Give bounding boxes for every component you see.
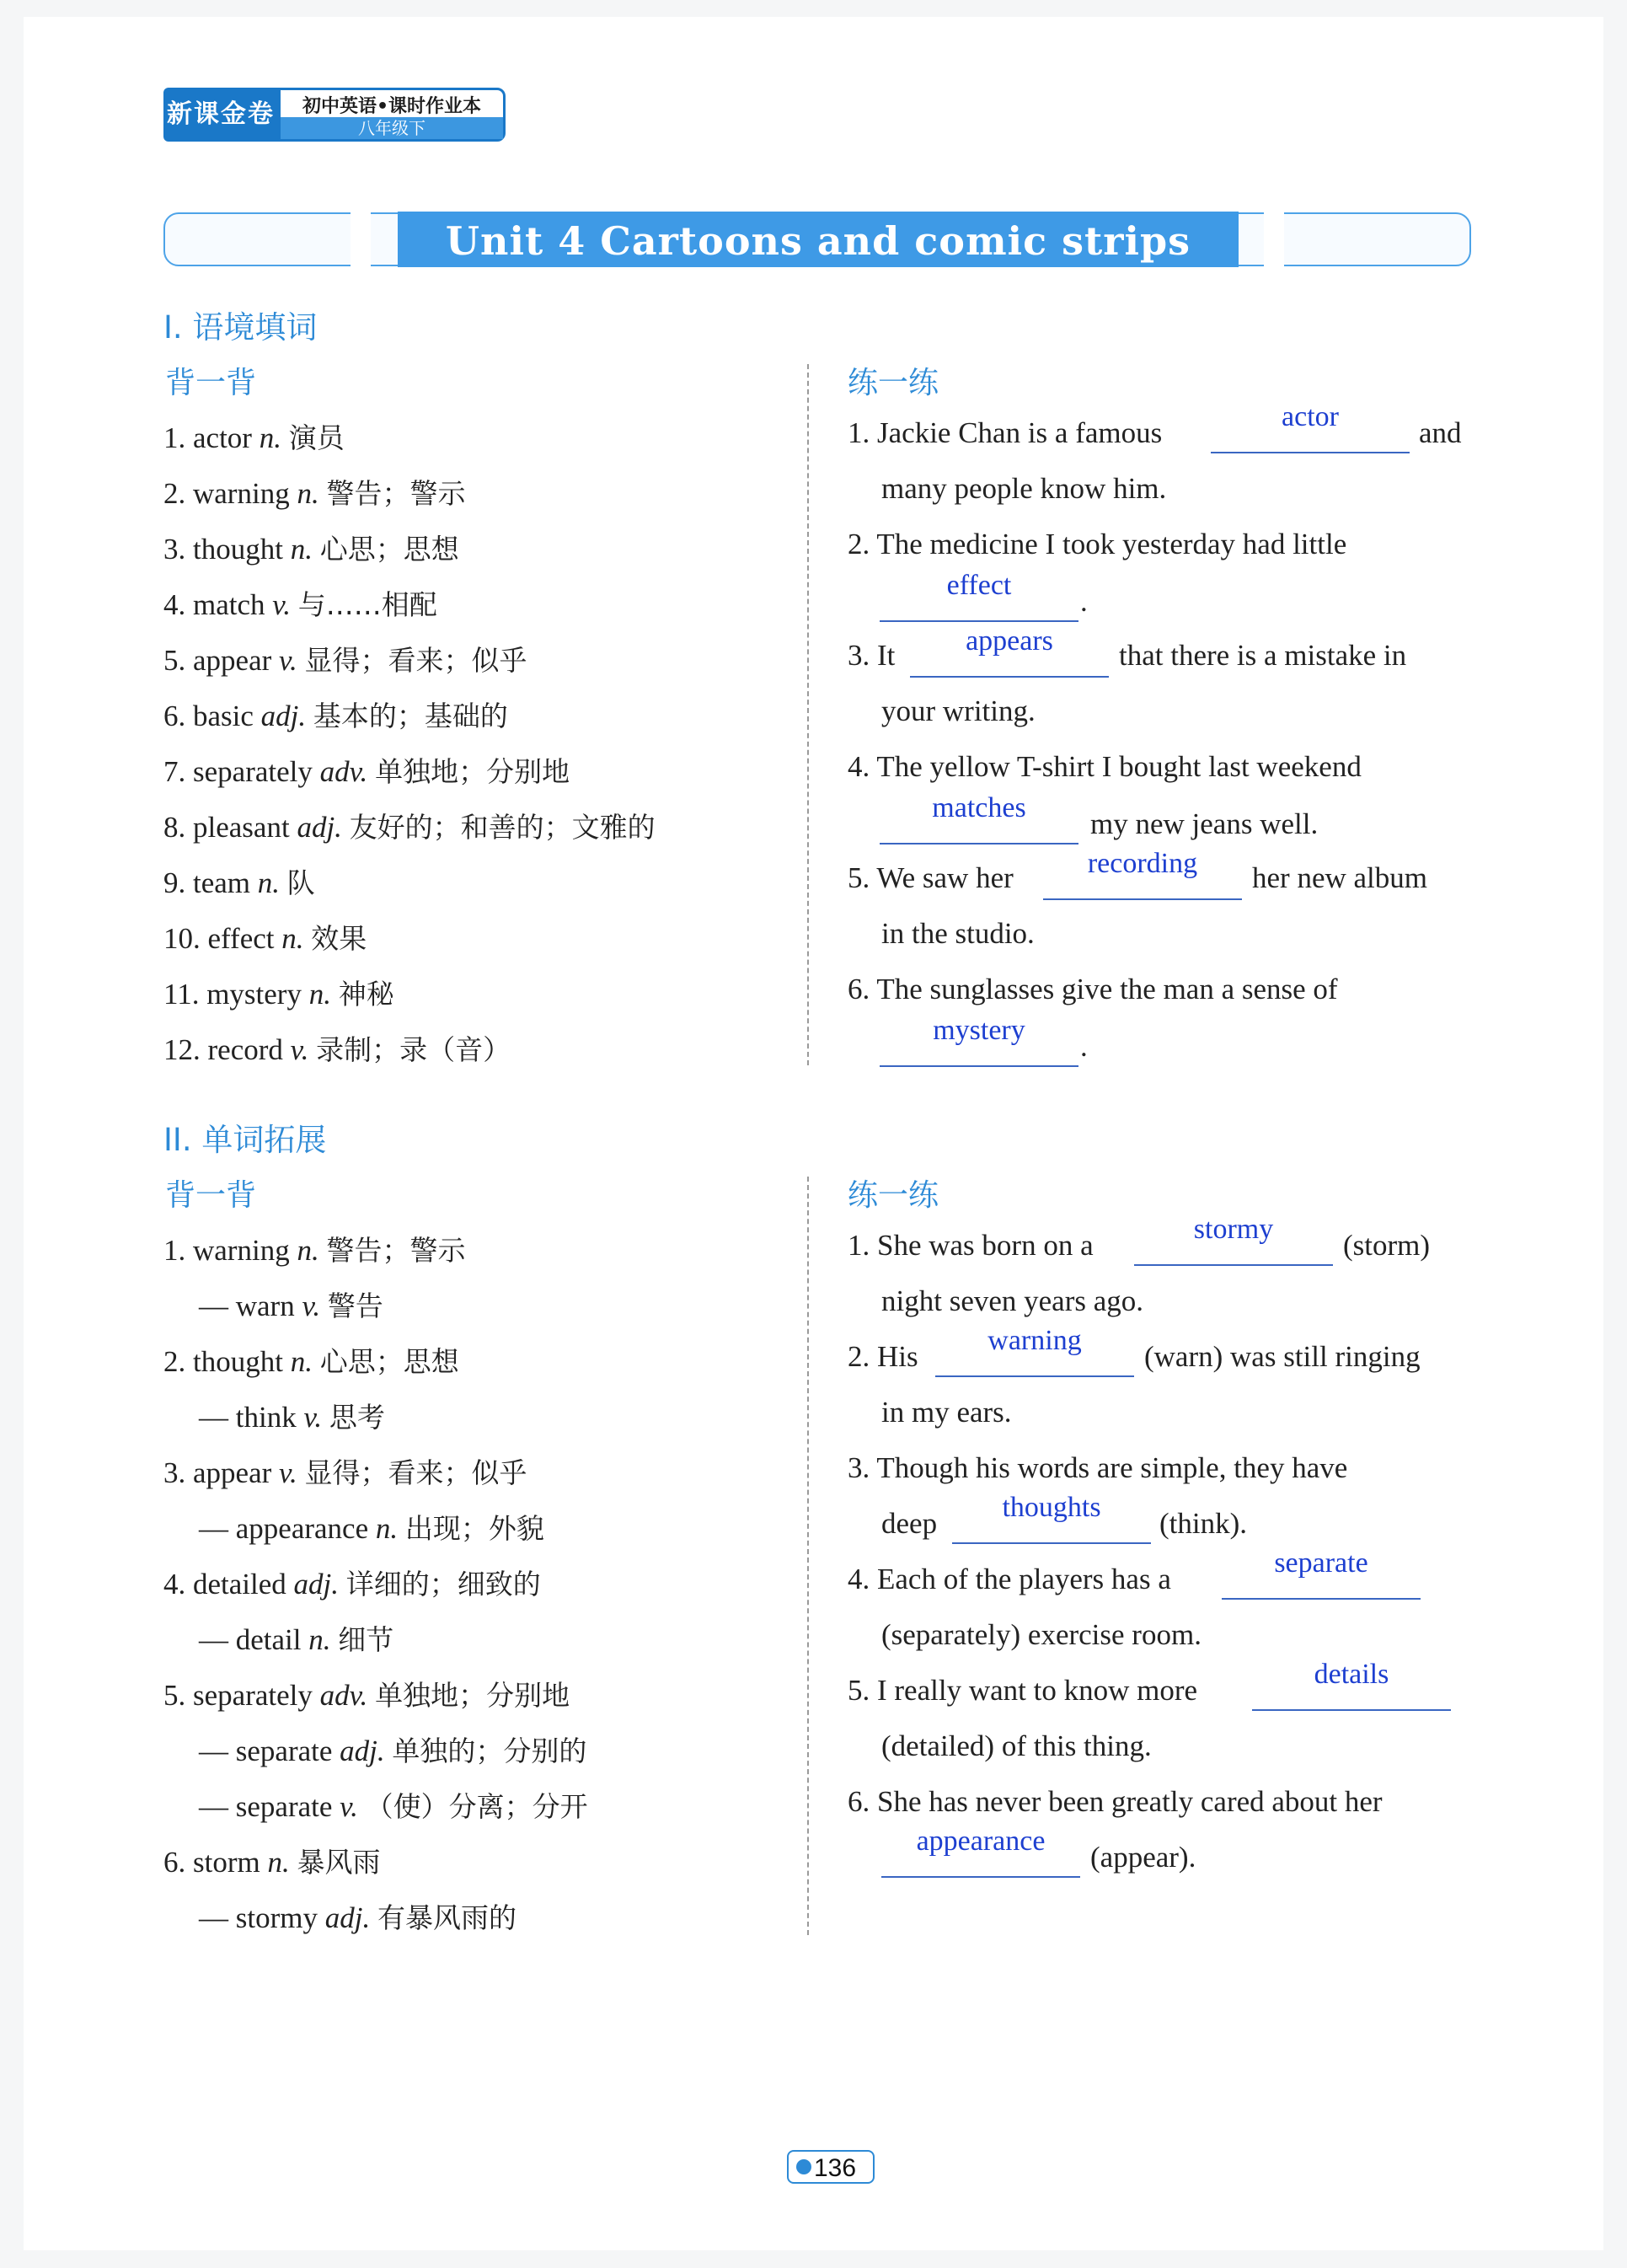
vocab-meaning: 显得；看来；似乎 [304,644,527,677]
s2-q6-blank[interactable] [881,1826,1080,1878]
s2-vocab-5-derived-adj: — separate adj. 单独的；分别的 [199,1735,587,1767]
s2-vocab-5-derived-verb: — separate v. （使）分离；分开 [199,1790,588,1823]
s2-q6-text: 6. She has never been greatly cared about her [848,1785,1383,1818]
vocab-number: 8. [163,811,186,844]
s2-vocab-6-derived: — stormy adj. 有暴风雨的 [199,1901,516,1934]
vocab-number: 5. [163,644,186,677]
vocab-meaning: 录制；录（音） [316,1033,511,1066]
publisher-logo [163,88,511,142]
column-divider-1 [807,364,809,1065]
s1-q5-answer: recording [1087,848,1198,879]
vocab-item [163,416,345,456]
page-dot-icon [796,2159,811,2174]
vocab-pos: n. [257,866,281,899]
s2-q6-text-b: (appear). [1090,1841,1196,1874]
s2-q5-text-b: (detailed) of this thing. [881,1729,1152,1762]
s2-vocab-6: 6. storm n. 暴风雨 [163,1846,381,1879]
vocab-meaning: 单独地；分别地 [375,755,570,788]
s1-q6-answer: mystery [933,1015,1025,1046]
vocab-item [163,1028,511,1068]
s2-q1-text-c: night seven years ago. [881,1284,1144,1317]
s1-q1-blank[interactable] [1211,401,1410,453]
vocab-meaning: 神秘 [338,978,394,1011]
s1-q2-blank[interactable] [880,570,1078,622]
s1-q5-text-c: in the studio. [881,917,1035,950]
s1-q1-answer: actor [1282,401,1339,432]
vocab-pos: adv. [319,755,368,788]
s2-vocab-4: 4. detailed adj. 详细的；细致的 [163,1568,541,1600]
s1-q2-answer: effect [946,570,1012,601]
s1-q1-text-c: many people know him. [881,472,1167,505]
vocab-number: 6. [163,700,186,732]
s2-q3-answer: thoughts [1002,1492,1101,1523]
s2-q2-text-b: (warn) was still ringing [1144,1340,1421,1373]
vocab-meaning: 与……相配 [297,588,437,621]
vocab-pos: n. [297,477,319,510]
vocab-pos: v. [290,1033,309,1066]
s1-q1-text: 1. Jackie Chan is a famous [848,416,1163,449]
section-1-memorize-title: 背一背 [165,366,257,400]
s1-q4-text-b: my new jeans well. [1090,807,1319,840]
s2-q5-answer: details [1314,1659,1389,1690]
s1-q5-text: 5. We saw her [848,861,1014,894]
unit-title-band [163,212,1471,266]
section-1-practice-title: 练一练 [848,366,939,400]
vocab-item [163,806,656,845]
section-2-practice-title: 练一练 [848,1178,939,1213]
page-number: 136 [814,2154,857,2182]
s1-q2-text: 2. The medicine I took yesterday had little [848,528,1347,560]
vocab-item [163,750,570,790]
vocab-item [163,583,437,623]
vocab-number: 2. [163,477,186,510]
s2-q4-answer: separate [1274,1547,1368,1579]
s2-q1-text-b: (storm) [1343,1229,1431,1262]
vocab-number: 10. [163,922,201,955]
vocab-item [163,973,394,1012]
s2-q5-text: 5. I really want to know more [848,1674,1198,1707]
s1-q3-text: 3. It [848,639,896,672]
brand-mark: 新课金卷 [163,88,278,142]
vocab-item [163,472,465,512]
vocab-meaning: 警告；警示 [326,477,466,510]
vocab-item [163,639,527,678]
s1-q6-text: 6. The sunglasses give the man a sense of [848,973,1338,1005]
s1-q3-answer: appears [966,625,1053,657]
vocab-word: team [193,866,251,899]
vocab-pos: n. [290,533,313,566]
vocab-number: 12. [163,1033,201,1066]
vocab-item [163,694,508,734]
s1-q3-blank[interactable] [910,625,1109,678]
vocab-meaning: 效果 [311,922,367,955]
vocab-meaning: 基本的；基础的 [313,700,508,732]
vocab-meaning: 演员 [288,421,345,454]
s1-q5-text-b: her new album [1252,861,1427,894]
s2-vocab-5: 5. separately adv. 单独地；分别地 [163,1679,570,1712]
s1-q4-text: 4. The yellow T-shirt I bought last weekend [848,750,1362,783]
series-line-1: 初中英语•课时作业本 [302,96,482,117]
vocab-meaning: 心思；思想 [319,533,459,566]
s2-q4-text-b: (separately) exercise room. [881,1618,1202,1651]
s1-q5-blank[interactable] [1043,848,1242,900]
series-line-2: 八年级下 [281,117,503,139]
s1-q2-text-b: . [1080,585,1088,618]
vocab-number: 1. [163,421,186,454]
s1-q6-text-b: . [1080,1030,1088,1063]
s2-q3-blank[interactable] [952,1492,1151,1544]
vocab-word: warning [193,477,290,510]
s2-q2-text: 2. His [848,1340,918,1373]
s2-q3-text: 3. Though his words are simple, they have [848,1451,1348,1484]
vocab-number: 3. [163,533,186,566]
s2-q1-blank[interactable] [1134,1214,1333,1266]
vocab-pos: v. [279,644,297,677]
s1-q4-blank[interactable] [880,792,1078,844]
section-1-title: I. 语境填词 [163,309,318,346]
vocab-pos: adj. [260,700,307,732]
s2-vocab-2: 2. thought n. 心思；思想 [163,1345,459,1378]
vocab-word: record [207,1033,283,1066]
s1-q1-text-b: and [1419,416,1462,449]
s2-q6-answer: appearance [916,1826,1046,1857]
vocab-pos: n. [308,978,331,1011]
vocab-word: mystery [206,978,302,1011]
band-notch-left [351,212,371,267]
s2-vocab-3-derived: — appearance n. 出现；外貌 [199,1512,544,1545]
vocab-number: 9. [163,866,186,899]
vocab-pos: v. [272,588,291,621]
s2-q4-text: 4. Each of the players has a [848,1563,1171,1595]
s2-vocab-3: 3. appear v. 显得；看来；似乎 [163,1456,527,1489]
vocab-word: effect [207,922,275,955]
vocab-pos: n. [259,421,281,454]
vocab-item [163,861,315,901]
s1-q3-text-c: your writing. [881,694,1036,727]
vocab-meaning: 友好的；和善的；文雅的 [349,811,656,844]
s2-q2-blank[interactable] [935,1325,1134,1377]
vocab-number: 4. [163,588,186,621]
vocab-word: actor [193,421,252,454]
s2-q2-answer: warning [987,1325,1082,1356]
vocab-word: pleasant [193,811,290,844]
vocab-word: basic [193,700,254,732]
vocab-meaning: 队 [286,866,315,899]
vocab-pos: n. [281,922,304,955]
s2-q3-text-c: (think). [1159,1507,1248,1540]
s2-q2-text-c: in my ears. [881,1396,1012,1429]
vocab-word: match [193,588,265,621]
vocab-item [163,917,367,957]
band-notch-right [1264,212,1284,267]
s2-vocab-2-derived: — think v. 思考 [199,1401,385,1434]
s2-vocab-4-derived: — detail n. 细节 [199,1623,394,1656]
unit-title: Unit 4 Cartoons and comic strips [445,218,1191,264]
vocab-word: thought [193,533,283,566]
vocab-pos: adj. [297,811,342,844]
vocab-item [163,528,459,567]
column-divider-2 [807,1177,809,1935]
s2-q3-text-b: deep [881,1507,938,1540]
s2-vocab-1-derived: — warn v. 警告 [199,1289,383,1322]
series-label-box [278,88,506,142]
s2-q1-answer: stormy [1193,1214,1274,1245]
vocab-number: 7. [163,755,186,788]
s2-q1-text: 1. She was born on a [848,1229,1094,1262]
s1-q6-blank[interactable] [880,1015,1078,1067]
page-number-badge [787,2150,875,2184]
s1-q3-text-b: that there is a mistake in [1119,639,1407,672]
section-2-title: II. 单词拓展 [163,1122,327,1158]
s2-q4-blank[interactable] [1222,1547,1421,1600]
s1-q4-answer: matches [932,792,1026,823]
vocab-number: 11. [163,978,200,1011]
vocab-word: appear [193,644,272,677]
section-2-memorize-title: 背一背 [165,1178,257,1213]
s2-vocab-1: 1. warning n. 警告；警示 [163,1234,466,1267]
vocab-word: separately [193,755,313,788]
s2-q5-blank[interactable] [1252,1659,1451,1711]
